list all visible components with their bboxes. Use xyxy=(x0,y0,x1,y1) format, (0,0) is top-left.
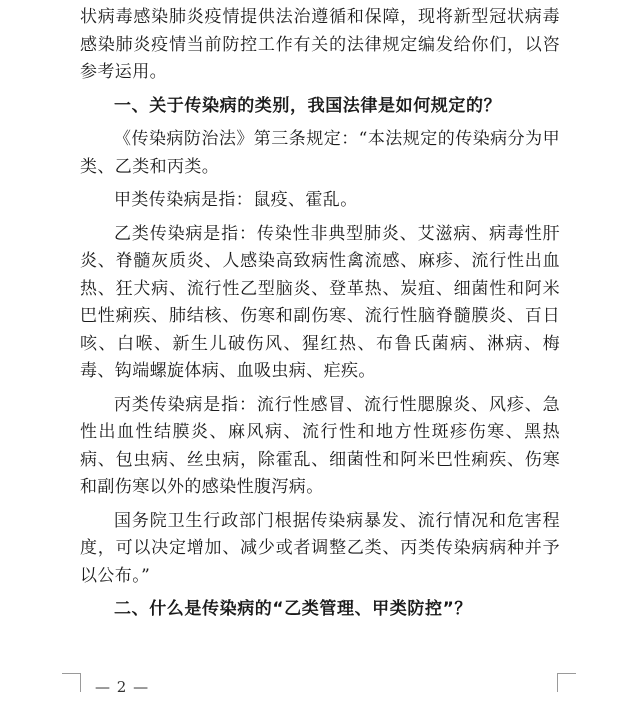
margin-corner-left xyxy=(62,673,81,692)
law-article-paragraph: 《传染病防治法》第三条规定：“本法规定的传染病分为甲类、乙类和丙类。 xyxy=(80,129,560,177)
class-a-paragraph: 甲类传染病是指：鼠疫、霍乱。 xyxy=(114,190,358,210)
margin-corner-right xyxy=(557,673,576,692)
section-heading-1: 一、关于传染病的类别，我国法律是如何规定的？ xyxy=(114,95,502,116)
intro-paragraph: 状病毒感染肺炎疫情提供法治遵循和保障，现将新型冠状病毒感染肺炎疫情当前防控工作有关的法律规定编发给你们，以咨参考运用。 xyxy=(80,7,560,82)
class-c-paragraph: 丙类传染病是指：流行性感冒、流行性腮腺炎、风疹、急性出血性结膜炎、麻风病、流行性和地方性斑疹伤寒、黑热病、包虫病、丝虫病，除霍乱、细菌性和阿米巴性痢疾、伤寒和副伤寒以外的感染性腹泻病。 xyxy=(80,394,560,497)
page-number: — 2 — xyxy=(95,678,150,696)
document-body xyxy=(80,4,560,624)
class-b-paragraph: 乙类传染病是指：传染性非典型肺炎、艾滋病、病毒性肝炎、脊髓灰质炎、人感染高致病性禽流感、麻疹、流行性出血热、狂犬病、流行性乙型脑炎、登革热、炭疽、细菌性和阿米巴性痢疾、肺结核、伤寒和副伤寒、流行性脑脊髓膜炎、百日咳、白喉、新生儿破伤风、猩红热、布鲁氏菌病、淋病、梅毒、钩端螺旋体病、血吸虫病、疟疾。 xyxy=(80,223,560,381)
section-heading-2: 二、什么是传染病的“乙类管理、甲类防控”？ xyxy=(114,599,472,619)
state-council-paragraph: 国务院卫生行政部门根据传染病暴发、流行情况和危害程度，可以决定增加、减少或者调整乙类、丙类传染病病种并予以公布。” xyxy=(80,510,560,586)
